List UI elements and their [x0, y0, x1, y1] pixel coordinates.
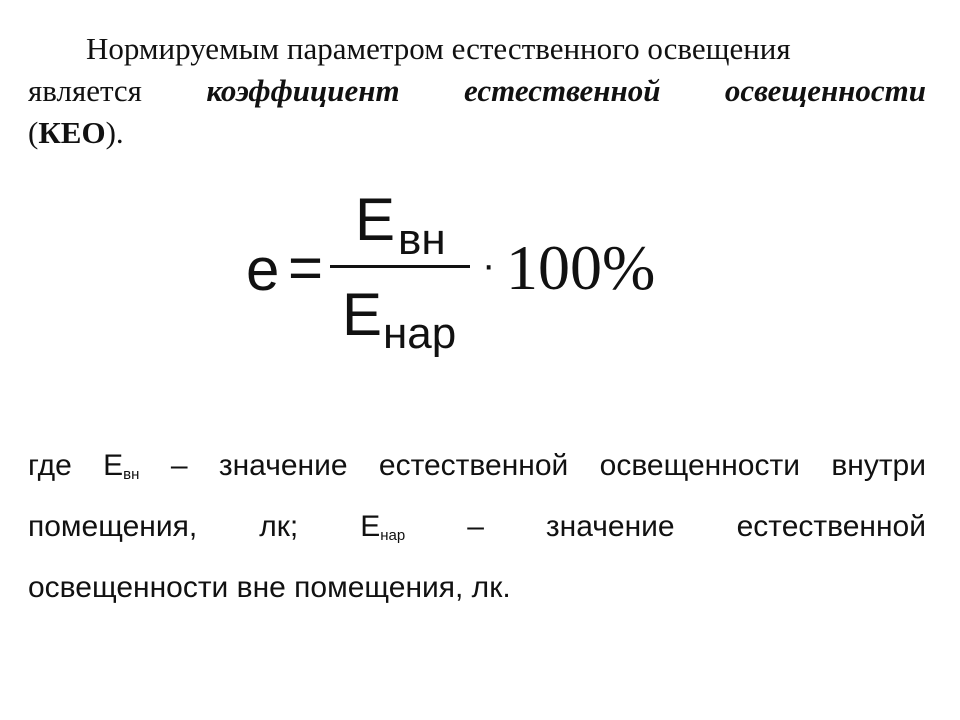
definition-2-symbol-group: [360, 510, 405, 543]
definition-line-1: [28, 440, 926, 501]
numerator-symbol: Е: [355, 186, 396, 253]
formula-lhs: е: [246, 236, 280, 303]
intro-line-1: Нормируемым параметром естественного освещения: [86, 31, 791, 66]
keo-term: коэффициент естественной освещенности: [206, 73, 926, 108]
definition-1-text: – значение естественной освещенности внутри: [170, 449, 927, 482]
where-prefix: где Е: [28, 449, 124, 482]
definition-1-end: помещения, лк;: [28, 510, 299, 543]
numerator-subscript: вн: [398, 215, 446, 264]
definition-line-2: [28, 501, 926, 562]
open-paren: (: [28, 115, 39, 150]
definition-line-3: освещенности вне помещения, лк.: [28, 571, 511, 604]
where-subscript-2: нар: [380, 527, 406, 544]
definition-2-text: – значение естественной: [467, 510, 926, 543]
keo-abbreviation: КЕО: [38, 115, 106, 150]
multiplication-dot: ·: [482, 243, 496, 287]
formula-factor: 100%: [506, 232, 656, 303]
intro-line-2-start: является: [28, 73, 142, 108]
where-subscript-1: вн: [123, 466, 140, 483]
denominator-symbol: Е: [342, 281, 383, 348]
where-symbol-2: Е: [360, 510, 381, 543]
definitions-paragraph: [28, 440, 926, 614]
close-paren: ).: [105, 115, 124, 150]
formula-equals: =: [288, 234, 324, 301]
denominator-subscript: нар: [383, 309, 457, 358]
fraction-bar: [330, 265, 470, 268]
